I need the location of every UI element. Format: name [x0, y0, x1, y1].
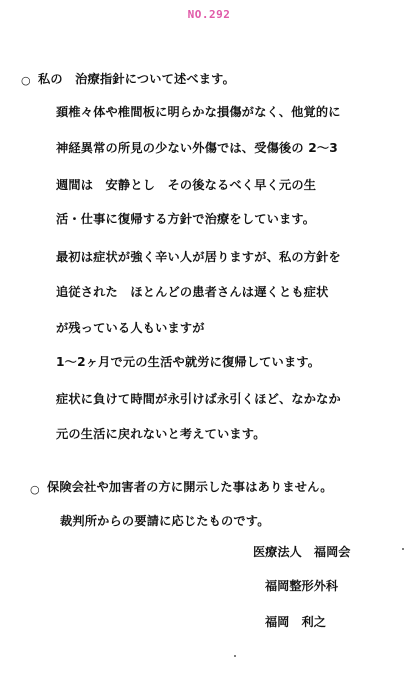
section1-heading: 私の 治療指針について述べます。 [38, 72, 235, 86]
scan-speck [234, 655, 236, 657]
document-number: NO.292 [187, 8, 231, 21]
section1-line: 元の生活に戻れないと考えています。 [56, 427, 266, 441]
section1-line: 最初は症状が強く辛い人が居りますが、私の方針を [56, 250, 341, 264]
section2-heading: 保険会社や加害者の方に開示した事はありません。 [47, 480, 333, 494]
section1-line: 症状に負けて時間が永引けば永引くほど、なかなか [56, 392, 341, 406]
signature-doctor: 福岡 利之 [265, 615, 326, 629]
section1-line: 追従された ほとんどの患者さんは遅くとも症状 [56, 285, 329, 299]
section1-line: 頚椎々体や椎間板に明らかな損傷がなく、他覚的に [56, 105, 341, 119]
section1-line: 神経異常の所見の少ない外傷では、受傷後の 2～3 [56, 141, 338, 155]
section1-line: 活・仕事に復帰する方針で治療をしています。 [56, 212, 316, 226]
section1-line: が残っている人もいますが [56, 321, 205, 335]
section1-line: 週間は 安静とし その後なるべく早く元の生 [56, 178, 317, 192]
bullet-circle-icon: ○ [21, 74, 31, 87]
section1-line: 1～2ヶ月で元の生活や就労に復帰しています。 [56, 355, 321, 369]
signature-corporation: 医療法人 福岡会 [253, 545, 351, 559]
section2-line: 裁判所からの要請に応じたものです。 [60, 514, 270, 528]
bullet-circle-icon: ○ [30, 483, 40, 496]
scan-speck [402, 548, 404, 550]
signature-clinic: 福岡整形外科 [265, 579, 339, 593]
